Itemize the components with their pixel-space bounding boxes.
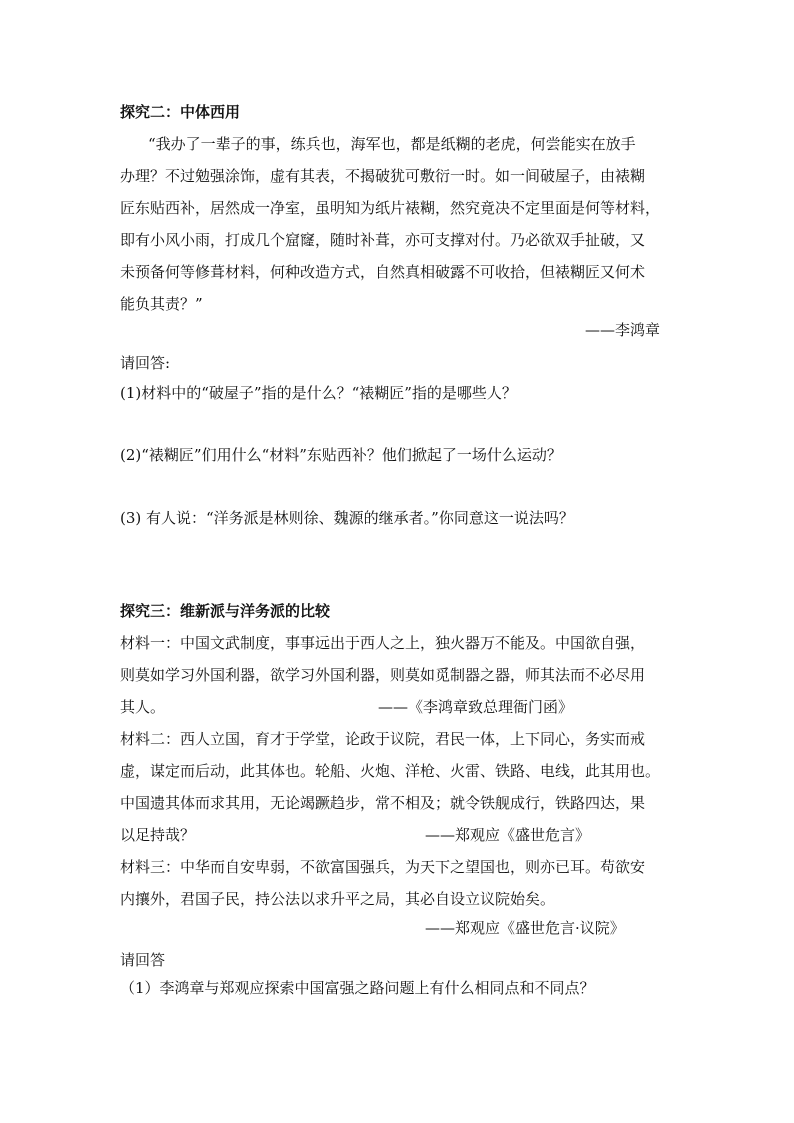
question-3: (3) 有人说：“洋务派是林则徐、魏源的继承者。”你同意这一说法吗？	[120, 509, 574, 527]
section3-heading: 探究三：维新派与洋务派的比较	[120, 602, 331, 620]
quote-attribution: ——李鸿章	[585, 321, 661, 339]
material3-source: ——郑观应《盛世危言·议院》	[425, 919, 625, 937]
quote-line: 匠东贴西补，居然成一净室，虽明知为纸片裱糊，然究竟决不定里面是何等材料，	[120, 199, 661, 217]
quote-line: “我办了一辈子的事，练兵也，海军也，都是纸糊的老虎，何尝能实在放手	[148, 135, 636, 153]
question-1: (1)材料中的“破屋子”指的是什么？“裱糊匠”指的是哪些人？	[120, 384, 517, 402]
question-2: (2)“裱糊匠”们用什么“材料”东贴西补？他们掀起了一场什么运动？	[120, 446, 562, 464]
section2-heading: 探究二：中体西用	[120, 103, 241, 121]
material2-source: ——郑观应《盛世危言》	[425, 826, 591, 844]
quote-line: 即有小风小雨，打成几个窟窿，随时补葺，亦可支撑对付。乃必欲双手扯破，又	[120, 231, 646, 249]
material3-line: 内攘外，君国子民，持公法以求升平之局，其必自设立议院始矣。	[120, 890, 556, 908]
material1-line: 则莫如学习外国利器，欲学习外国利器，则莫如觅制器之器，师其法而不必尽用	[120, 666, 646, 684]
quote-line: 能负其责？”	[120, 295, 203, 313]
material3-line: 材料三：中华而自安卑弱，不欲富国强兵，为天下之望国也，则亦已耳。苟欲安	[120, 858, 646, 876]
material1-line: 材料一：中国文武制度，事事远出于西人之上，独火器万不能及。中国欲自强，	[120, 634, 646, 652]
material2-line: 中国遗其体而求其用，无论竭蹶趋步，常不相及；就令铁舰成行，铁路四达，果	[120, 794, 646, 812]
material1-line: 其人。	[120, 698, 166, 716]
answer-prompt: 请回答	[120, 951, 166, 969]
material2-line: 以足持哉？	[120, 826, 196, 844]
material1-source: ——《李鸿章致总理衙门函》	[378, 698, 574, 716]
quote-line: 办理？不过勉强涂饰，虚有其表，不揭破犹可敷衍一时。如一间破屋子，由裱糊	[120, 167, 646, 185]
answer-prompt: 请回答:	[120, 354, 171, 372]
material2-line: 材料二：西人立国，育才于学堂，论政于议院，君民一体，上下同心，务实而戒	[120, 730, 646, 748]
question-1: （1）李鸿章与郑观应探索中国富强之路问题上有什么相同点和不同点？	[120, 979, 595, 997]
material2-line: 虚，谋定而后动，此其体也。轮船、火炮、洋枪、火雷、铁路、电线，此其用也。	[120, 762, 661, 780]
quote-line: 未预备何等修葺材料，何种改造方式，自然真相破露不可收拾，但裱糊匠又何术	[120, 263, 646, 281]
